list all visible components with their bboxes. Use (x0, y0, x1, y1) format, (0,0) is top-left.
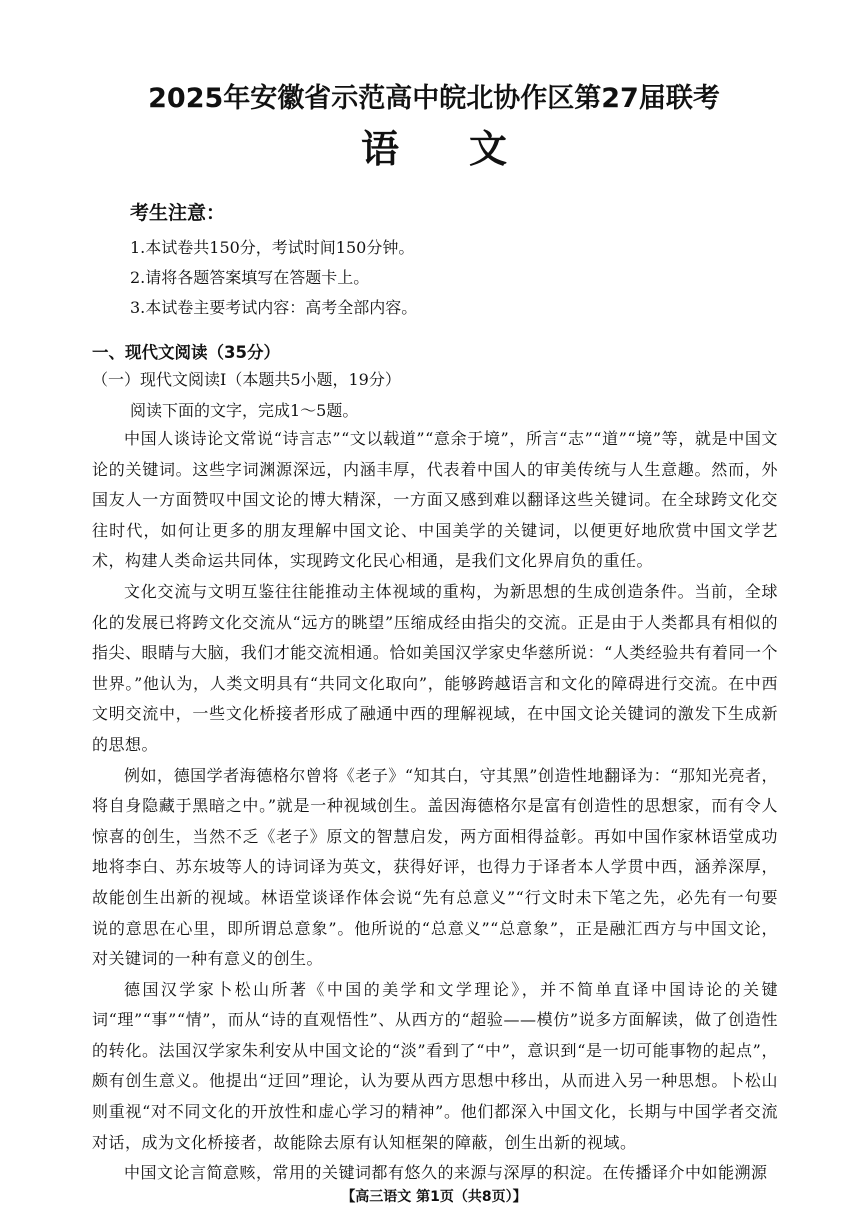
section-heading: 一、现代文阅读（35分） (92, 343, 280, 362)
notice-heading: 考生注意： (130, 202, 226, 224)
subject-title (0, 118, 868, 173)
passage-paragraph: 德国汉学家卜松山所著《中国的美学和文学理论》，并不简单直译中国诗论的关键词“理”“事”“情”，而从“诗的直观悟性”、从西方的“超验——模仿”说多方面解读，做了创造性的转化。法国汉学家朱利安从中国文论的“淡”看到了“中”，意识到“是一切可能事物的起点”，颇有创生意义。他提出“迂回”理论，认为要从西方思想中移出，从而进入另一种思想。卜松山则重视“对不同文化的开放性和虚心学习的精神”。他们都深入中国文化，长期与中国学者交流对话，成为文化桥接者，故能除去原有认知框架的障蔽，创生出新的视域。 (92, 979, 778, 1152)
passage-paragraph: 例如，德国学者海德格尔曾将《老子》“知其白，守其黑”创造性地翻译为：“那知光亮者，将自身隐藏于黑暗之中。”就是一种视域创生。盖因海德格尔是富有创造性的思想家，而有令人惊喜的创生，当然不乏《老子》原文的智慧启发，两方面相得益彰。再如中国作家林语堂成功地将李白、苏东坡等人的诗词译为英文，获得好评，也得力于译者本人学贯中西，涵养深厚，故能创生出新的视域。林语堂谈译作体会说“先有总意义”“行文时未下笔之先，必先有一句要说的意思在心里，即所谓总意象”。他所说的“总意义”“总意象”，正是融汇西方与中国文论，对关键词的一种有意义的创生。 (92, 765, 778, 969)
passage-paragraph: 文化交流与文明互鉴往往能推动主体视域的重构，为新思想的生成创造条件。当前，全球化的发展已将跨文化交流从“远方的眺望”压缩成经由指尖的交流。正是由于人类都具有相似的指尖、眼睛与大脑，我们才能交流相通。恰如美国汉学家史华慈所说：“人类经验共有着同一个世界。”他认为，人类文明具有“共同文化取向”，能够跨越语言和文化的障碍进行交流。在中西文明交流中，一些文化桥接者形成了融通中西的理解视域，在中国文论关键词的激发下生成新的思想。 (92, 581, 778, 754)
subject-char: 文 (469, 127, 508, 171)
subsection-heading: （一）现代文阅读Ⅰ（本题共5小题，19分） (92, 370, 401, 389)
notice-item: 2.请将各题答案填写在答题卡上。 (130, 268, 370, 287)
subject-char: 语 (360, 127, 399, 171)
reading-instruction: 阅读下面的文字，完成1～5题。 (130, 401, 359, 420)
page-footer: 【高三语文 第1页（共8页）】 (341, 1189, 527, 1205)
candidate-notice (130, 198, 417, 323)
reading-passage (92, 424, 778, 1189)
passage-paragraph: 中国人谈诗论文常说“诗言志”“文以载道”“意余于境”，所言“志”“道”“境”等，就是中国文论的关键词。这些字词渊源深远，内涵丰厚，代表着中国人的审美传统与人生意趣。然而，外国友人一方面赞叹中国文论的博大精深，一方面又感到难以翻译这些关键词。在全球跨文化交往时代，如何让更多的朋友理解中国文论、中国美学的关键词，以便更好地欣赏中国文学艺术，构建人类命运共同体，实现跨文化民心相通，是我们文化界肩负的重任。 (92, 429, 778, 571)
exam-title: 2025年安徽省示范高中皖北协作区第27届联考 (148, 83, 720, 114)
notice-item: 1.本试卷共150分，考试时间150分钟。 (130, 238, 415, 257)
notice-item: 3.本试卷主要考试内容：高考全部内容。 (130, 298, 418, 317)
passage-paragraph: 中国文论言简意赅，常用的关键词都有悠久的来源与深厚的积淀。在传播译介中如能溯源 (124, 1163, 768, 1183)
